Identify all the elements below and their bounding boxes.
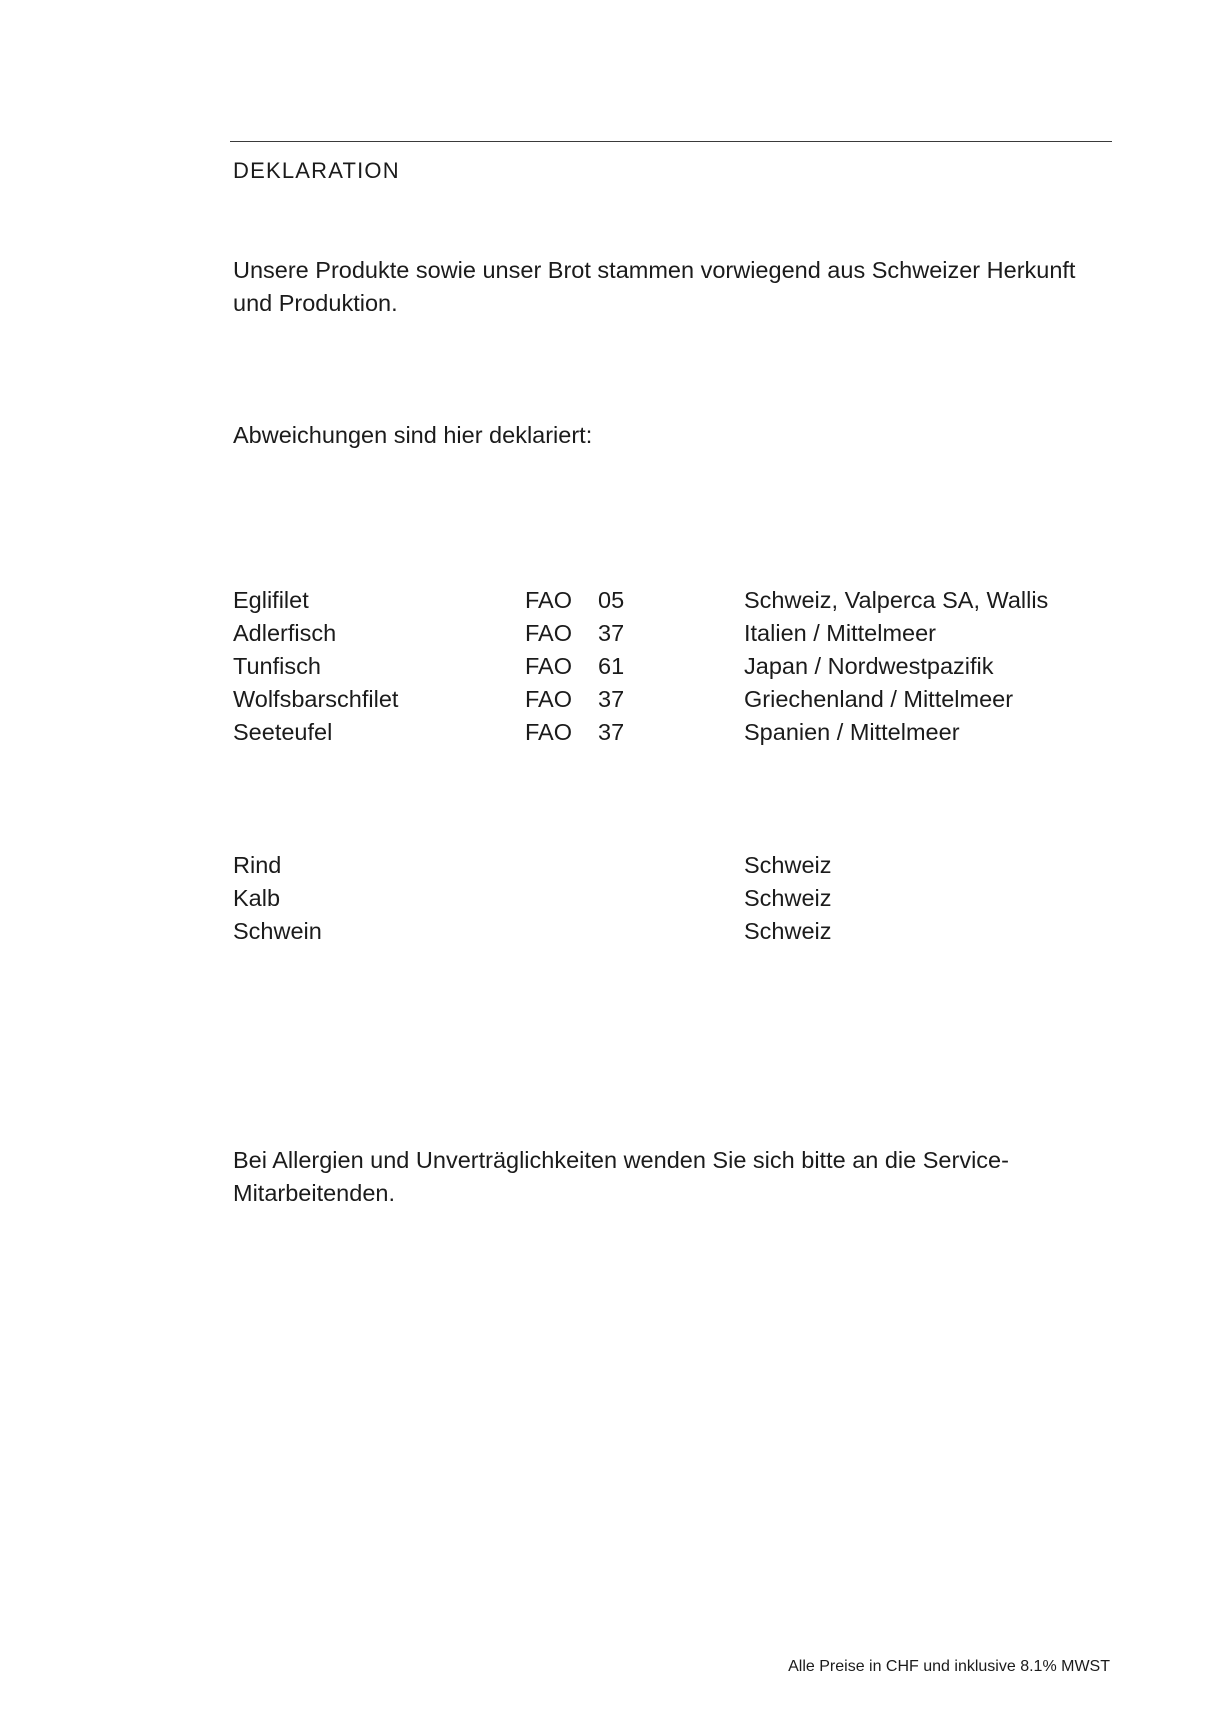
table-row [0, 915, 1222, 948]
allergy-note: Bei Allergien und Unverträglichkeiten wenden Sie sich bitte an die Service-Mitarbeitenden. [233, 1147, 1009, 1206]
intro-text: Unsere Produkte sowie unser Brot stammen vorwiegend aus Schweizer Herkunft und Produktion. [233, 257, 1076, 316]
table-row [0, 849, 1222, 882]
fao-label: FAO [525, 587, 573, 613]
table-row [0, 716, 1222, 749]
product-name: Schwein [233, 918, 322, 944]
table-row [0, 650, 1222, 683]
fao-code: 37 [598, 686, 625, 712]
fao-label: FAO [525, 686, 573, 712]
fao-label: FAO [525, 653, 573, 679]
fao-label: FAO [525, 719, 573, 745]
table-row [0, 617, 1222, 650]
product-origin: Schweiz [744, 852, 832, 878]
top-divider [230, 141, 1112, 142]
fao-label: FAO [525, 620, 573, 646]
fao-code: 37 [598, 719, 625, 745]
product-name: Wolfsbarschfilet [233, 686, 399, 712]
deviations-label: Abweichungen sind hier deklariert: [233, 422, 593, 448]
product-origin: Italien / Mittelmeer [744, 620, 936, 646]
product-name: Eglifilet [233, 587, 309, 613]
fao-code: 37 [598, 620, 625, 646]
price-footer: Alle Preise in CHF und inklusive 8.1% MWST [788, 1658, 1110, 1675]
product-origin: Schweiz [744, 918, 832, 944]
product-name: Seeteufel [233, 719, 333, 745]
product-name: Kalb [233, 885, 281, 911]
table-row [0, 683, 1222, 716]
product-origin: Schweiz, Valperca SA, Wallis [744, 587, 1049, 613]
fao-code: 05 [598, 587, 625, 613]
table-row [0, 584, 1222, 617]
page-title: DEKLARATION [233, 158, 400, 183]
product-name: Rind [233, 852, 282, 878]
fao-code: 61 [598, 653, 625, 679]
table-row [0, 882, 1222, 915]
product-origin: Japan / Nordwestpazifik [744, 653, 994, 679]
product-name: Tunfisch [233, 653, 321, 679]
product-origin: Schweiz [744, 885, 832, 911]
product-name: Adlerfisch [233, 620, 337, 646]
product-origin: Griechenland / Mittelmeer [744, 686, 1014, 712]
product-origin: Spanien / Mittelmeer [744, 719, 960, 745]
